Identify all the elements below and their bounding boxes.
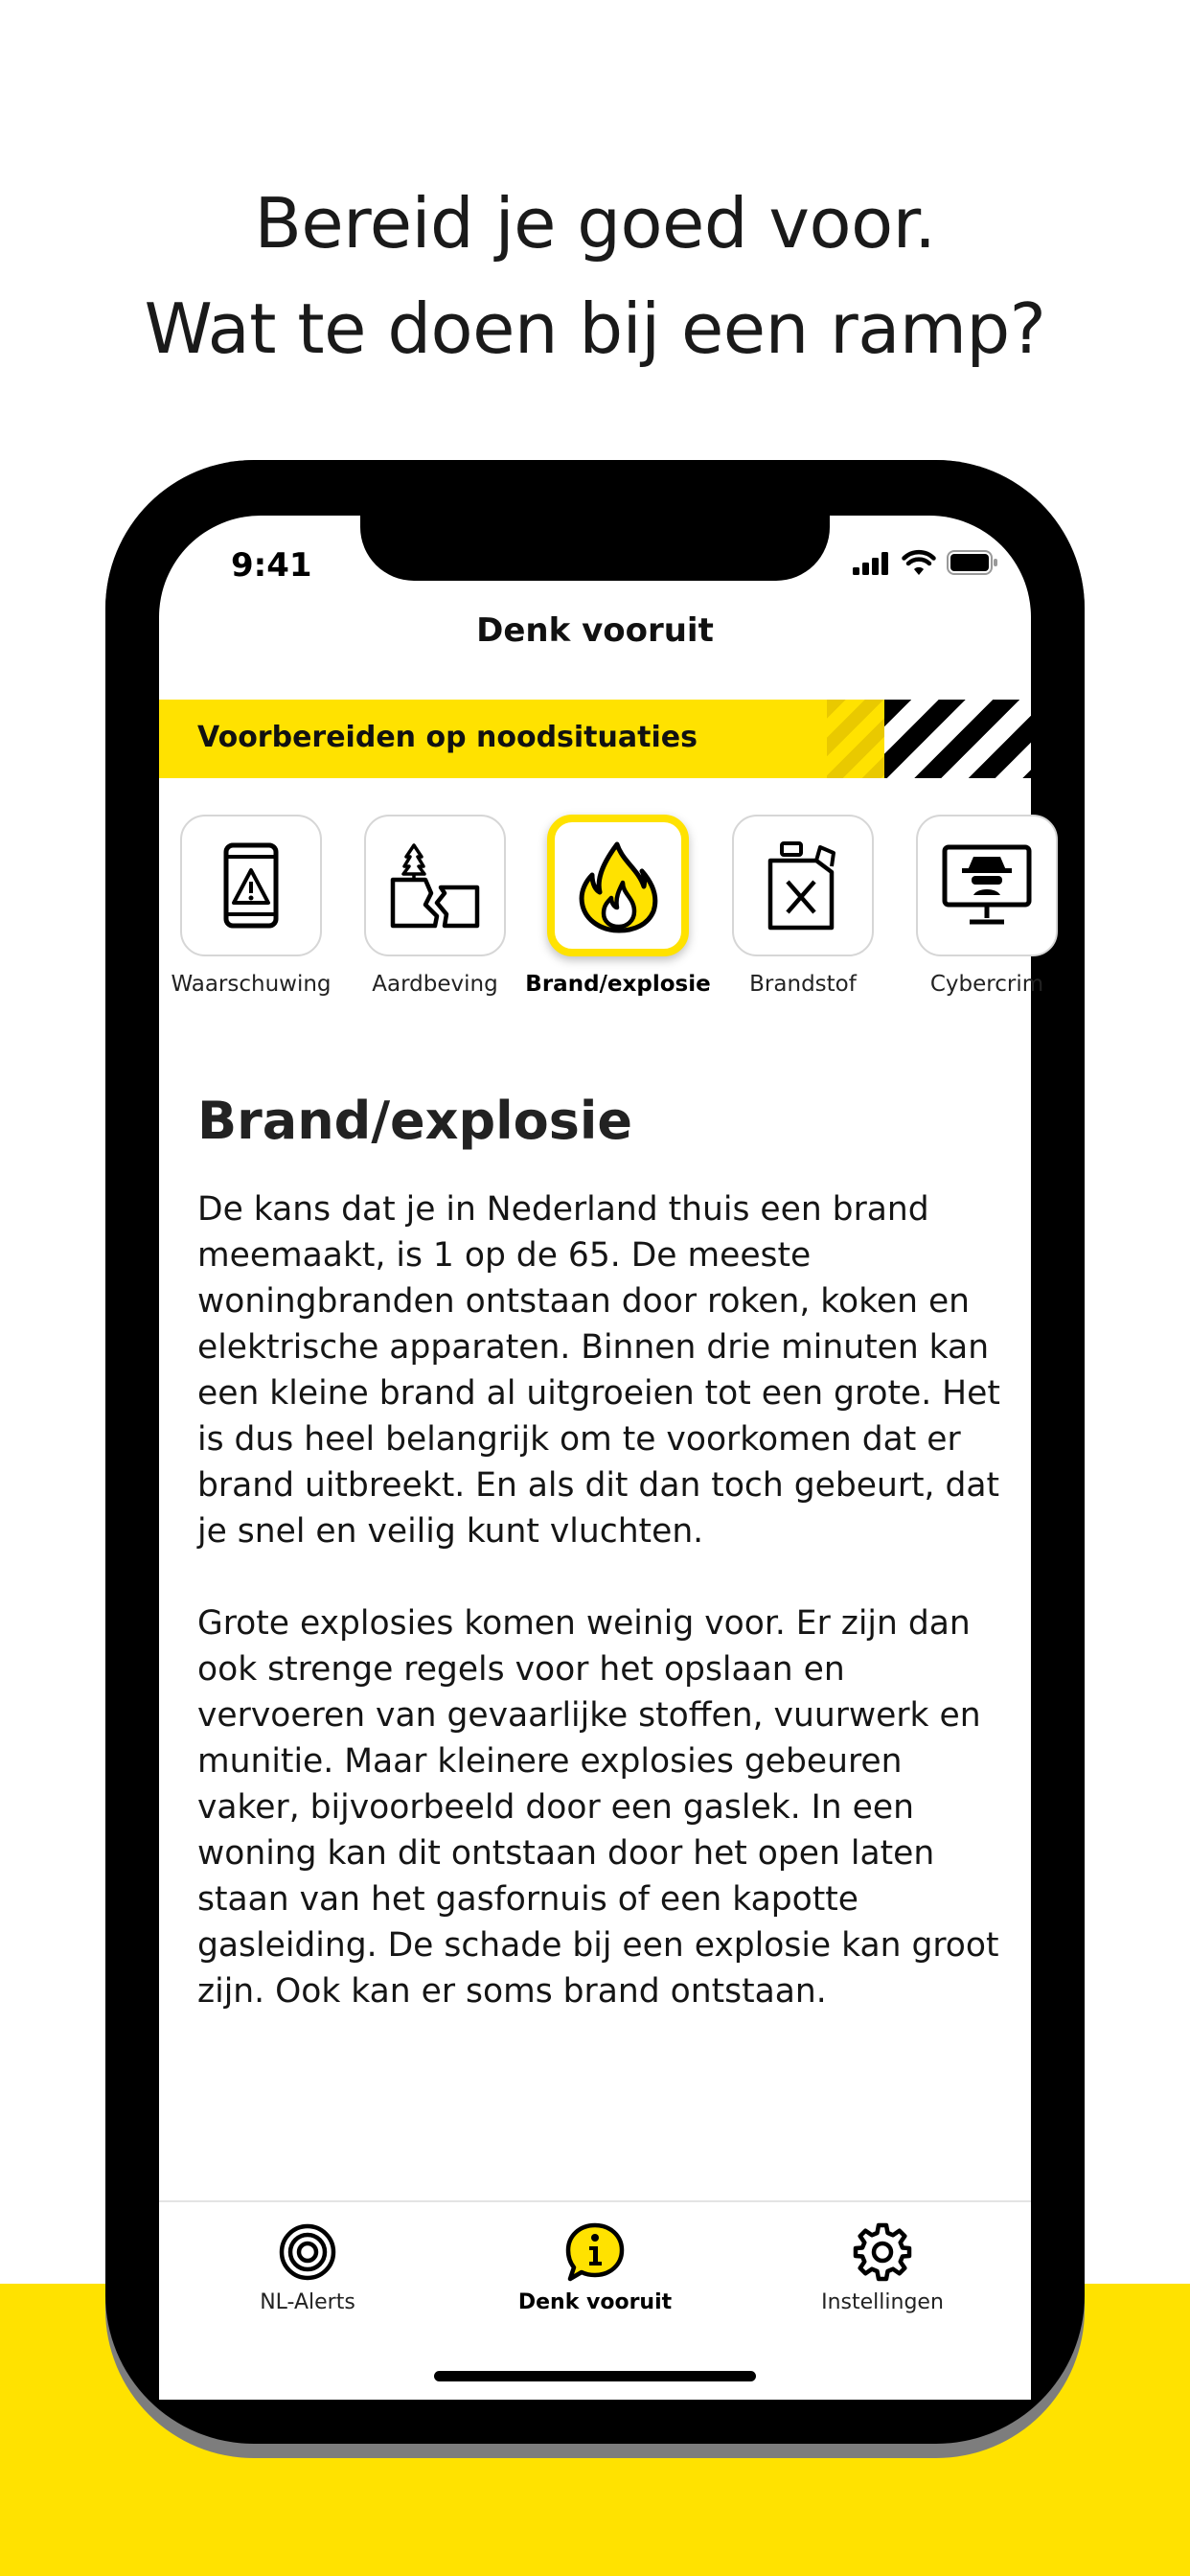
banner-hazard-stripes [884, 700, 1031, 778]
signal-icon [853, 552, 891, 575]
tab-label: NL-Alerts [260, 2290, 355, 2314]
earthquake-icon [387, 841, 483, 930]
category-waarschuwing[interactable] [155, 815, 347, 997]
gear-icon [852, 2221, 913, 2283]
category-cybercrime[interactable] [891, 815, 1083, 997]
page-title: Denk vooruit [476, 611, 714, 650]
tab-instellingen[interactable] [767, 2221, 997, 2314]
category-label: Brandstof [749, 972, 857, 997]
category-label: Aardbeving [372, 972, 498, 997]
category-aardbeving[interactable] [339, 815, 531, 997]
category-carousel[interactable] [159, 815, 1044, 1006]
category-brand-explosie[interactable] [522, 815, 714, 997]
category-label: Cybercrim [929, 972, 1044, 997]
status-icons [853, 550, 998, 575]
wifi-icon [903, 551, 935, 575]
tab-nl-alerts[interactable] [193, 2221, 423, 2314]
article-paragraph: Grote explosies komen weinig voor. Er zijn dan ook strenge regels voor het opslaan en vervoeren van gevaarlijke stoffen, vuurwerk en munitie. Maar kleinere explosies gebeuren vaker, bijvoorbeeld door een gaslek. In een woning kan dit ontstaan door het open laten staan van het gasfornuis of een kapotte gasleiding. De schade bij een explosie kan groot zijn. Ook kan er soms brand ontstaan. [197, 1604, 999, 2011]
article-paragraph: De kans dat je in Nederland thuis een brand meemaakt, is 1 op de 65. De meeste woningbranden ontstaan door roken, koken en elektrische apparaten. Binnen drie minuten kan een kleine brand al uitgroeien tot een grote. Het is dus heel belangrijk om te voorkomen dat er brand uitbreekt. En als dit dan toch gebeurt, dat je snel en veilig kunt vluchten. [197, 1190, 1000, 1551]
phone-warning-icon [213, 840, 289, 932]
info-bubble-icon [564, 2221, 626, 2283]
status-time: 9:41 [231, 546, 312, 585]
tab-label: Instellingen [821, 2290, 944, 2314]
headline-line-2: Wat te doen bij een ramp? [144, 288, 1046, 369]
section-banner [159, 700, 1031, 778]
battery-icon [947, 550, 998, 575]
banner-title: Voorbereiden op noodsituaties [197, 721, 698, 754]
category-label: Brand/explosie [525, 972, 711, 997]
tab-denk-vooruit[interactable] [480, 2221, 710, 2314]
fire-icon [575, 839, 661, 932]
category-label: Waarschuwing [171, 972, 332, 997]
article-body [197, 1186, 1002, 2060]
hacker-monitor-icon [939, 841, 1035, 930]
category-brandstof[interactable] [707, 815, 899, 997]
phone-screen [159, 516, 1044, 2398]
article-title: Brand/explosie [197, 1091, 633, 1151]
target-icon [278, 2222, 337, 2282]
headline-line-1: Bereid je goed voor. [254, 183, 936, 264]
tab-label: Denk vooruit [517, 2290, 673, 2314]
banner-stripes-light [827, 700, 887, 778]
marketing-headline [0, 171, 1190, 381]
home-indicator[interactable] [434, 2371, 756, 2381]
phone-notch [360, 516, 830, 581]
tab-bar [159, 2200, 1031, 2400]
fuel-can-icon [761, 840, 845, 932]
